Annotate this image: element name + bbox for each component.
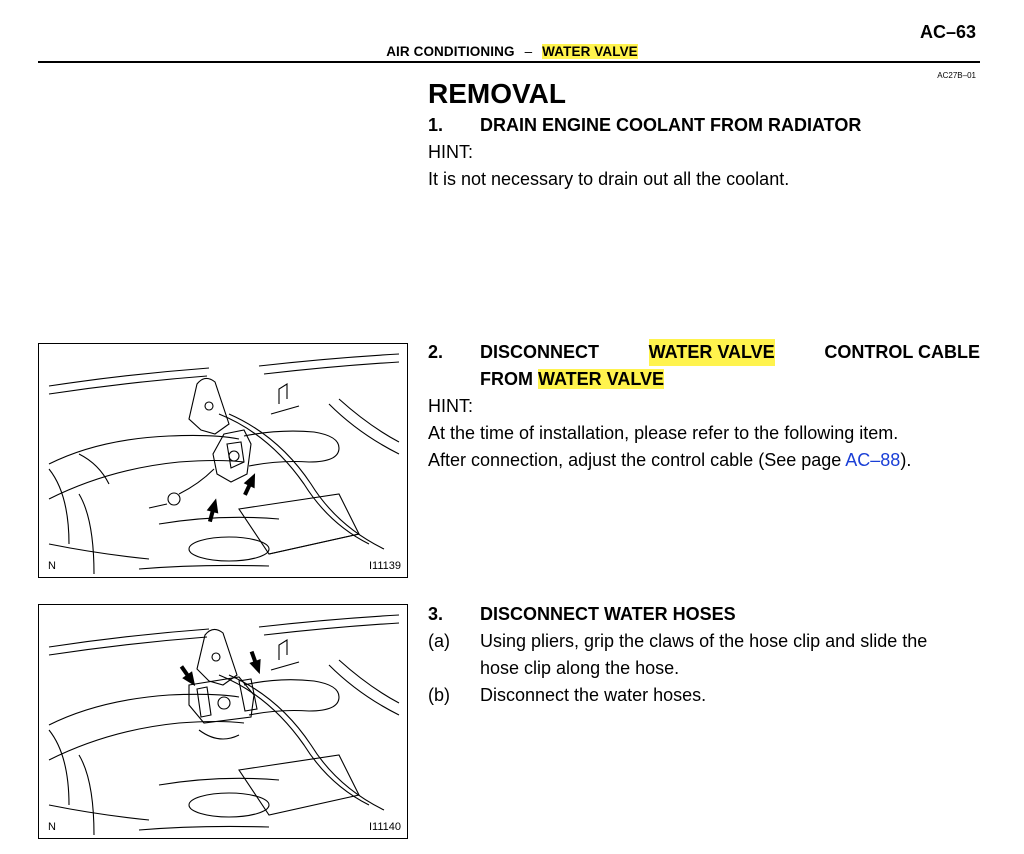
reference-code: AC27B–01: [937, 71, 976, 80]
figure-1-illustration: [39, 344, 407, 577]
step-2-text-d: FROM: [480, 369, 533, 389]
step-1-hint-label: HINT:: [428, 142, 473, 162]
step-3-substep-a: [428, 628, 980, 682]
page-link-ac-88[interactable]: AC–88: [845, 450, 901, 470]
figure-2-illustration: [39, 605, 407, 838]
figure-2: [38, 604, 408, 839]
step-1-number: 1.: [428, 115, 444, 135]
substep-a-label: (a): [428, 631, 450, 651]
figure-2-corner-label: N: [48, 821, 56, 833]
header-rule: [38, 61, 980, 63]
step-2-hint-line-1: At the time of installation, please refer to the following item.: [428, 423, 899, 443]
step-1-heading: [428, 112, 980, 139]
step-2-number: 2.: [428, 342, 444, 362]
page-title: REMOVAL: [428, 78, 566, 109]
step-2-text-c: CONTROL CABLE: [824, 342, 980, 362]
step-1-hint-text: It is not necessary to drain out all the coolant.: [428, 169, 790, 189]
step-2-heading: [428, 339, 980, 393]
substep-b-text: Disconnect the water hoses.: [480, 685, 707, 705]
step-3-substep-b: [428, 682, 980, 709]
step-2-hint-line-2-end: ).: [900, 450, 912, 470]
step-3-number: 3.: [428, 604, 444, 624]
figure-1-id: I11139: [368, 560, 401, 572]
step-3: [428, 601, 980, 709]
section-title: AIR CONDITIONING: [386, 44, 515, 59]
step-1-text: DRAIN ENGINE COOLANT FROM RADIATOR: [480, 115, 862, 135]
header-separator: –: [524, 44, 533, 59]
step-2-hint-line-2: [428, 447, 980, 474]
step-2: [428, 339, 980, 474]
substep-a-line-2: hose clip along the hose.: [480, 658, 680, 678]
step-2-hint-label: HINT:: [428, 396, 473, 416]
step-2-text-a: DISCONNECT: [480, 342, 600, 362]
figure-2-id: I11140: [368, 821, 401, 833]
step-2-hint-line-2-text: After connection, adjust the control cable (See page: [428, 450, 842, 470]
figure-1-corner-label: N: [48, 560, 56, 572]
step-1: [428, 112, 980, 193]
step-2-highlight-2: WATER VALVE: [538, 369, 665, 389]
step-3-heading: [428, 601, 980, 628]
page-number: AC–63: [919, 22, 976, 42]
substep-a-line-1: Using pliers, grip the claws of the hose clip and slide the: [480, 631, 928, 651]
section-header: [0, 44, 1024, 59]
figure-1: [38, 343, 408, 578]
substep-b-label: (b): [428, 685, 450, 705]
step-2-highlight-1: WATER VALVE: [649, 339, 775, 366]
step-3-text: DISCONNECT WATER HOSES: [480, 604, 736, 624]
subsection-title: WATER VALVE: [542, 44, 638, 59]
